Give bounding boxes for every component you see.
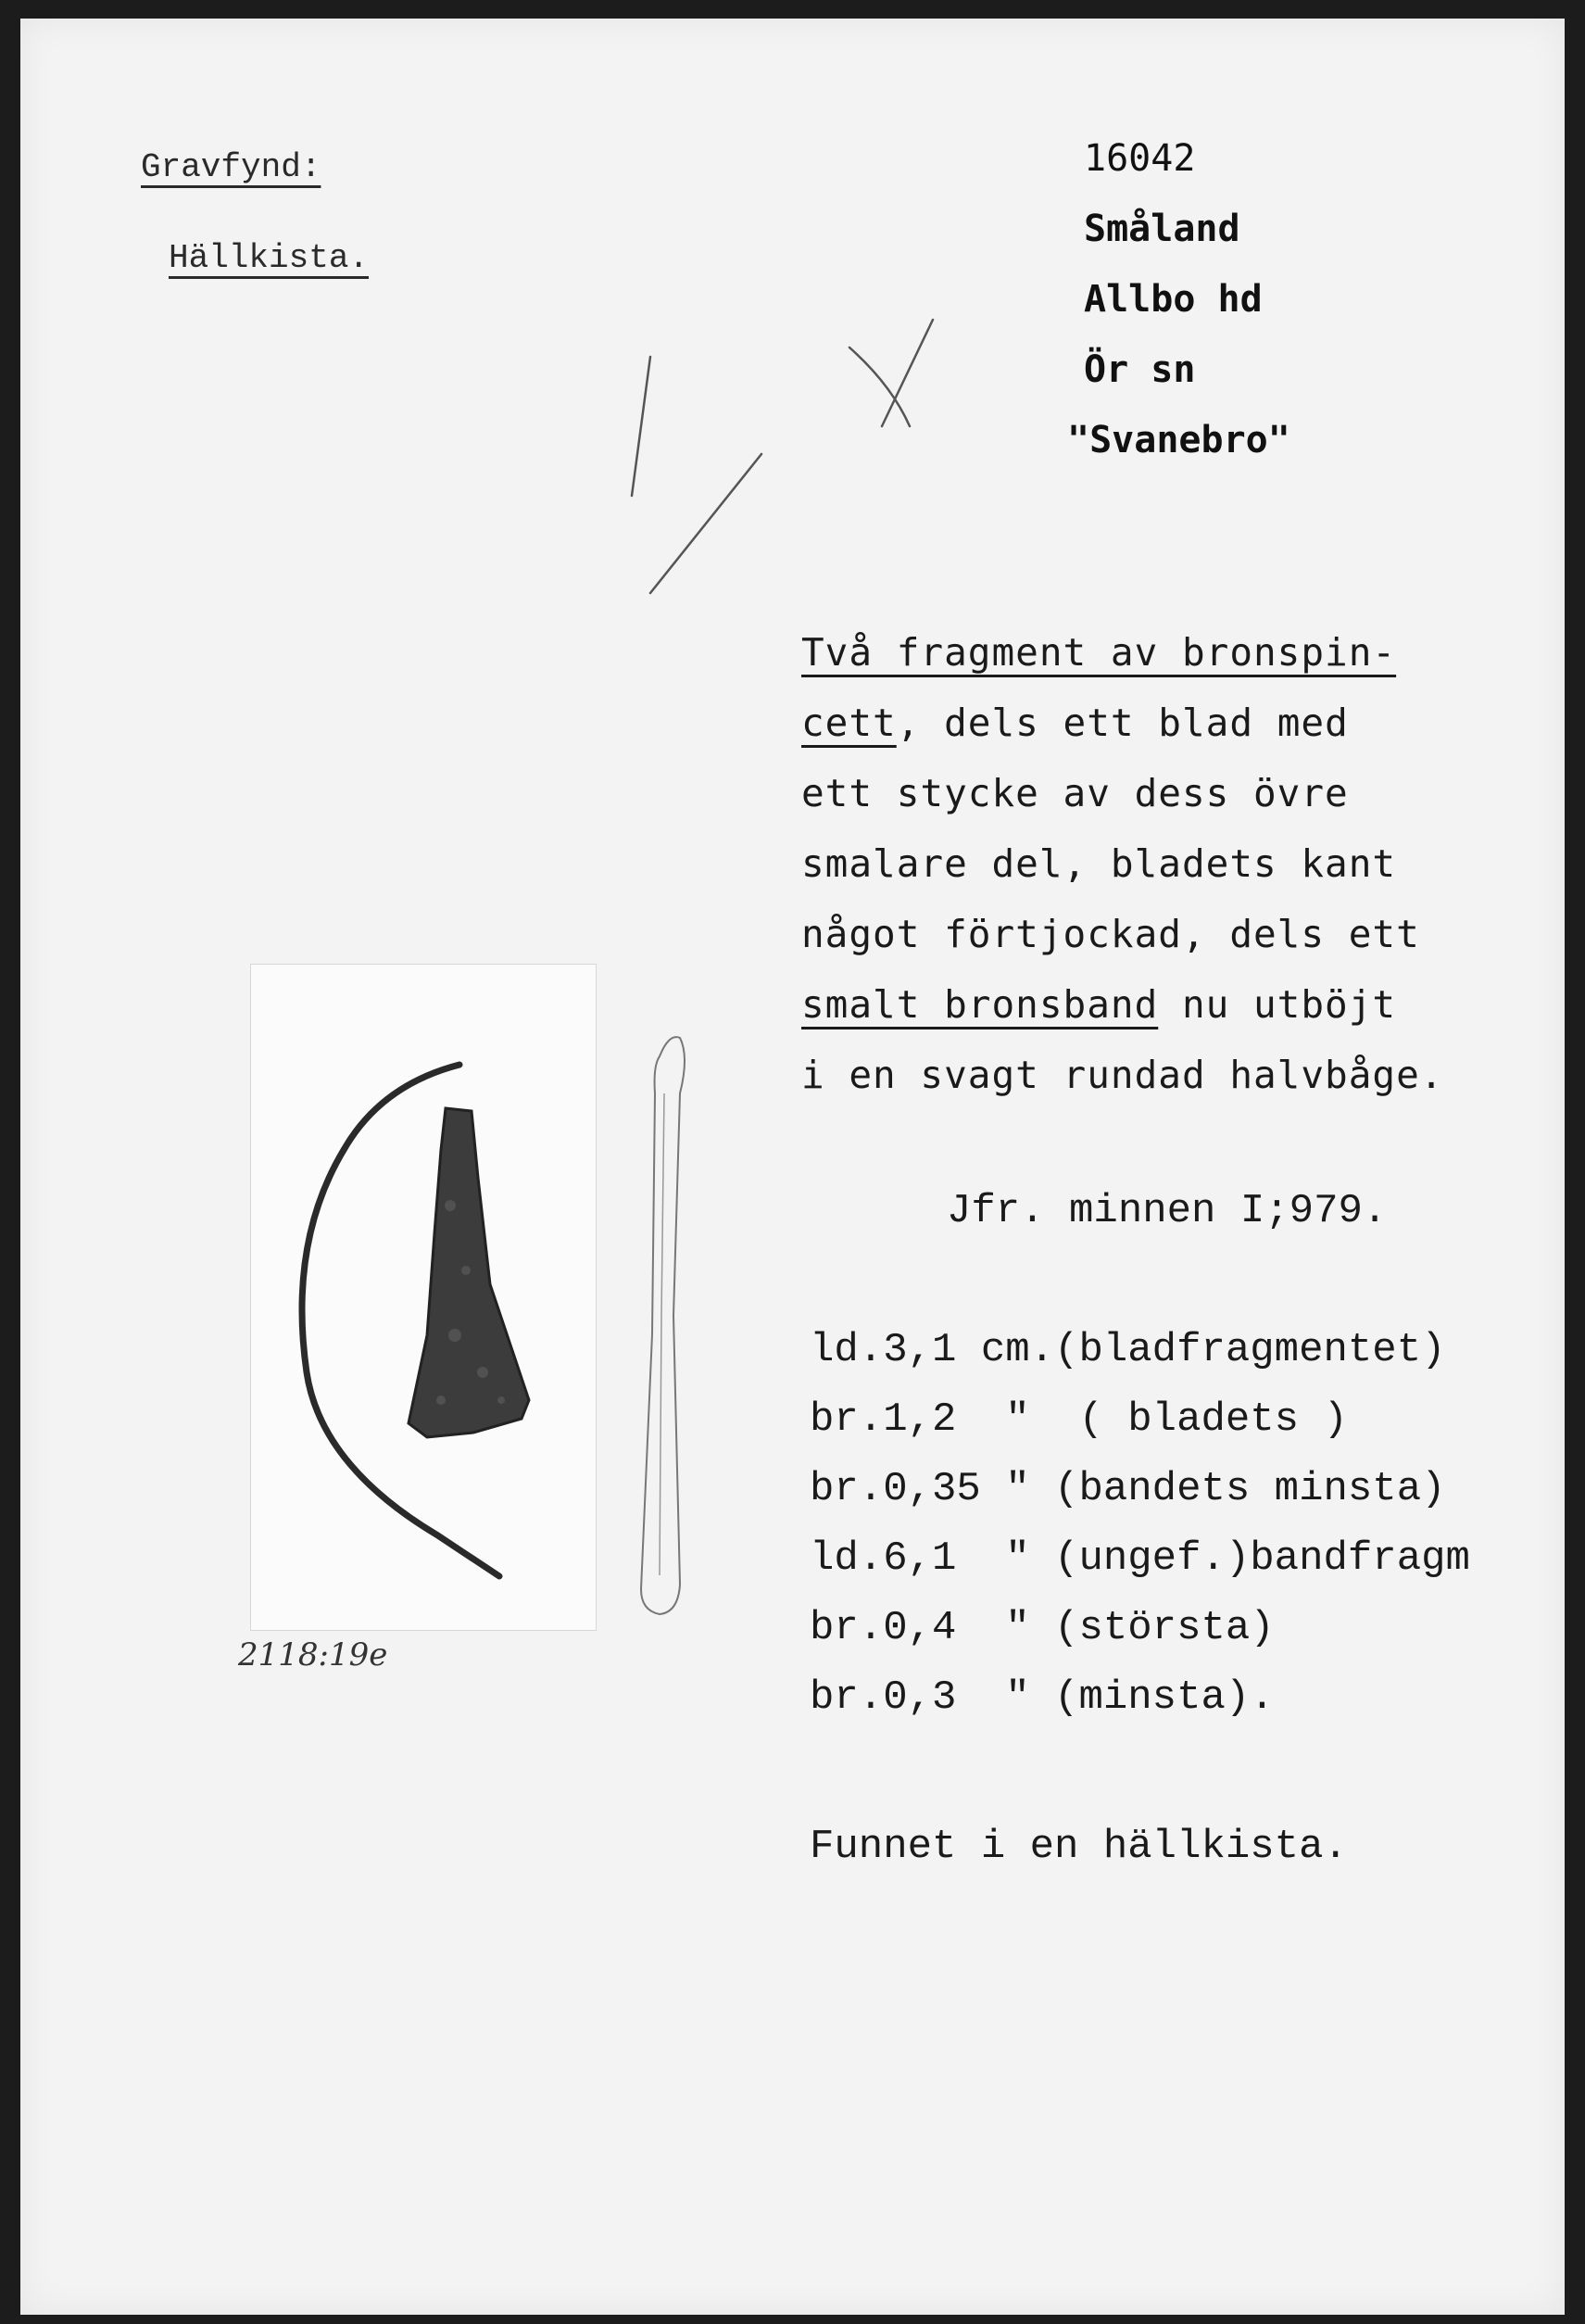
measurement-line: br.0,35 " (bandets minsta) [810, 1466, 1446, 1512]
parish: Ör sn [1084, 348, 1196, 391]
catalog-card [20, 19, 1565, 2315]
description-text: , dels ett blad med [896, 701, 1349, 745]
category-sublabel: Hällkista. [169, 239, 370, 277]
catalog-number: 16042 [1084, 137, 1196, 180]
category-label: Gravfynd: [141, 148, 321, 186]
description-text: smalare del, bladets kant [801, 841, 1397, 886]
measurement-line: br.1,2 " ( bladets ) [810, 1396, 1348, 1443]
description-text: cett [801, 701, 897, 745]
band-sketch [20, 19, 1565, 2315]
reference: Jfr. minnen I;979. [947, 1188, 1388, 1234]
district: Allbo hd [1084, 278, 1263, 321]
description-text: smalt bronsband [801, 982, 1159, 1027]
description-text: i en svagt rundad halvbåge. [801, 1053, 1444, 1097]
measurement-line: br.0,3 " (minsta). [810, 1674, 1275, 1721]
measurement-line: br.0,4 " (största) [810, 1605, 1275, 1651]
province: Småland [1084, 208, 1240, 250]
description-text: något förtjockad, dels ett [801, 912, 1420, 956]
photo-caption: 2118:19e [238, 1636, 388, 1674]
description-text: nu utböjt [1158, 982, 1397, 1027]
find-note: Funnet i en hällkista. [810, 1824, 1348, 1870]
description-text: ett stycke av dess övre [801, 771, 1349, 815]
measurement-line: ld.3,1 cm.(bladfragmentet) [810, 1327, 1446, 1373]
band-outline [641, 1037, 685, 1614]
site-name: "Svanebro" [1067, 419, 1290, 461]
description-text: Två fragment av bronspin- [801, 630, 1397, 675]
measurement-line: ld.6,1 " (ungef.)bandfragm [810, 1535, 1470, 1582]
